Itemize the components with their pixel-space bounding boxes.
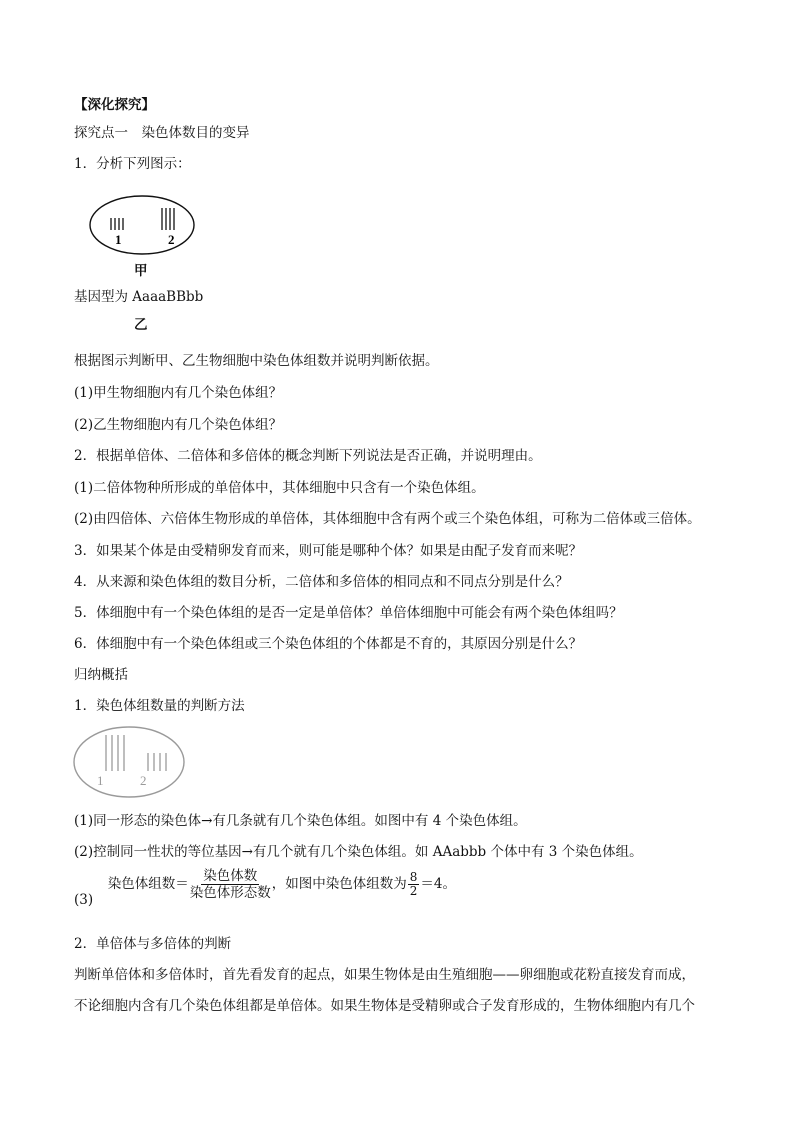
summary-2-paragraph-line-2: 不论细胞内含有几个染色体组都是单倍体。如果生物体是受精卵或合子发育形成的，生物体细胞内有几个 [74,998,695,1014]
summary-1-heading: 1．染色体组数量的判断方法 [74,698,245,714]
summary-heading: 归纳概括 [74,667,128,683]
summary-1-2: (2)控制同一性状的等位基因→有几个就有几个染色体组。如 AAabbb 个体中有 3 个染色体组。 [74,844,643,860]
item-prefix: (3) [74,892,94,908]
question-3: 3．如果某个体是由受精卵发育而来，则可能是哪种个体？如果是由配子发育而来呢？ [74,543,583,559]
question-1-1: (1)甲生物细胞内有几个染色体组？ [74,385,283,401]
explore-point-heading: 探究点一 染色体数目的变异 [74,125,250,141]
cell-diagram-jia [88,194,198,256]
formula-fraction [190,868,271,901]
example-denominator: 2 [409,884,418,898]
summary-2-paragraph-line-1: 判断单倍体和多倍体时，首先看发育的起点，如果生物体是由生殖细胞——卵细胞或花粉直接发育而成， [74,967,695,983]
chromosome-label-1: 1 [97,773,104,788]
question-4: 4．从来源和染色体组的数目分析，二倍体和多倍体的相同点和不同点分别是什么？ [74,574,569,590]
figure-caption-yi: 乙 [134,317,148,333]
example-numerator: 8 [409,870,418,884]
summary-1-1: (1)同一形态的染色体→有几条就有几个染色体组。如图中有 4 个染色体组。 [74,813,527,829]
fraction-numerator: 染色体数 [203,868,258,884]
question-5: 5．体细胞中有一个染色体组的是否一定是单倍体？单倍体细胞中可能会有两个染色体组吗？ [74,605,623,621]
formula-lhs: 染色体组数＝ [107,876,189,892]
question-2-2: (2)由四倍体、六倍体生物形成的单倍体，其体细胞中含有两个或三个染色体组，可称为二倍体或三倍体。 [74,511,701,527]
fraction-denominator: 染色体形态数 [189,885,271,901]
summary-2-heading: 2．单倍体与多倍体的判断 [74,936,232,952]
chromosome-label-2: 2 [168,232,175,247]
chromosome-label-1: 1 [115,232,122,247]
question-1: 1．分析下列图示： [74,156,191,172]
section-title: 【深化探究】 [74,97,155,113]
summary-1-3 [74,868,456,910]
judge-instruction: 根据图示判断甲、乙生物细胞中染色体组数并说明判断依据。 [74,353,439,369]
chromosome-label-2: 2 [140,773,147,788]
question-6: 6．体细胞中有一个染色体组或三个染色体组的个体都是不育的，其原因分别是什么？ [74,636,583,652]
formula-result: ＝4。 [420,876,456,892]
figure-caption-jia: 甲 [134,263,148,279]
example-fraction [408,871,420,898]
formula-mid-text: ，如图中染色体组数为 [271,876,407,892]
question-2-1: (1)二倍体物种所形成的单倍体中，其体细胞中只含有一个染色体组。 [74,480,485,496]
cell-diagram-chromosome-sets [72,725,186,799]
genotype-text: 基因型为 AaaaBBbb [74,289,204,305]
question-1-2: (2)乙生物细胞内有几个染色体组？ [74,417,283,433]
question-2: 2．根据单倍体、二倍体和多倍体的概念判断下列说法是否正确，并说明理由。 [74,448,542,464]
